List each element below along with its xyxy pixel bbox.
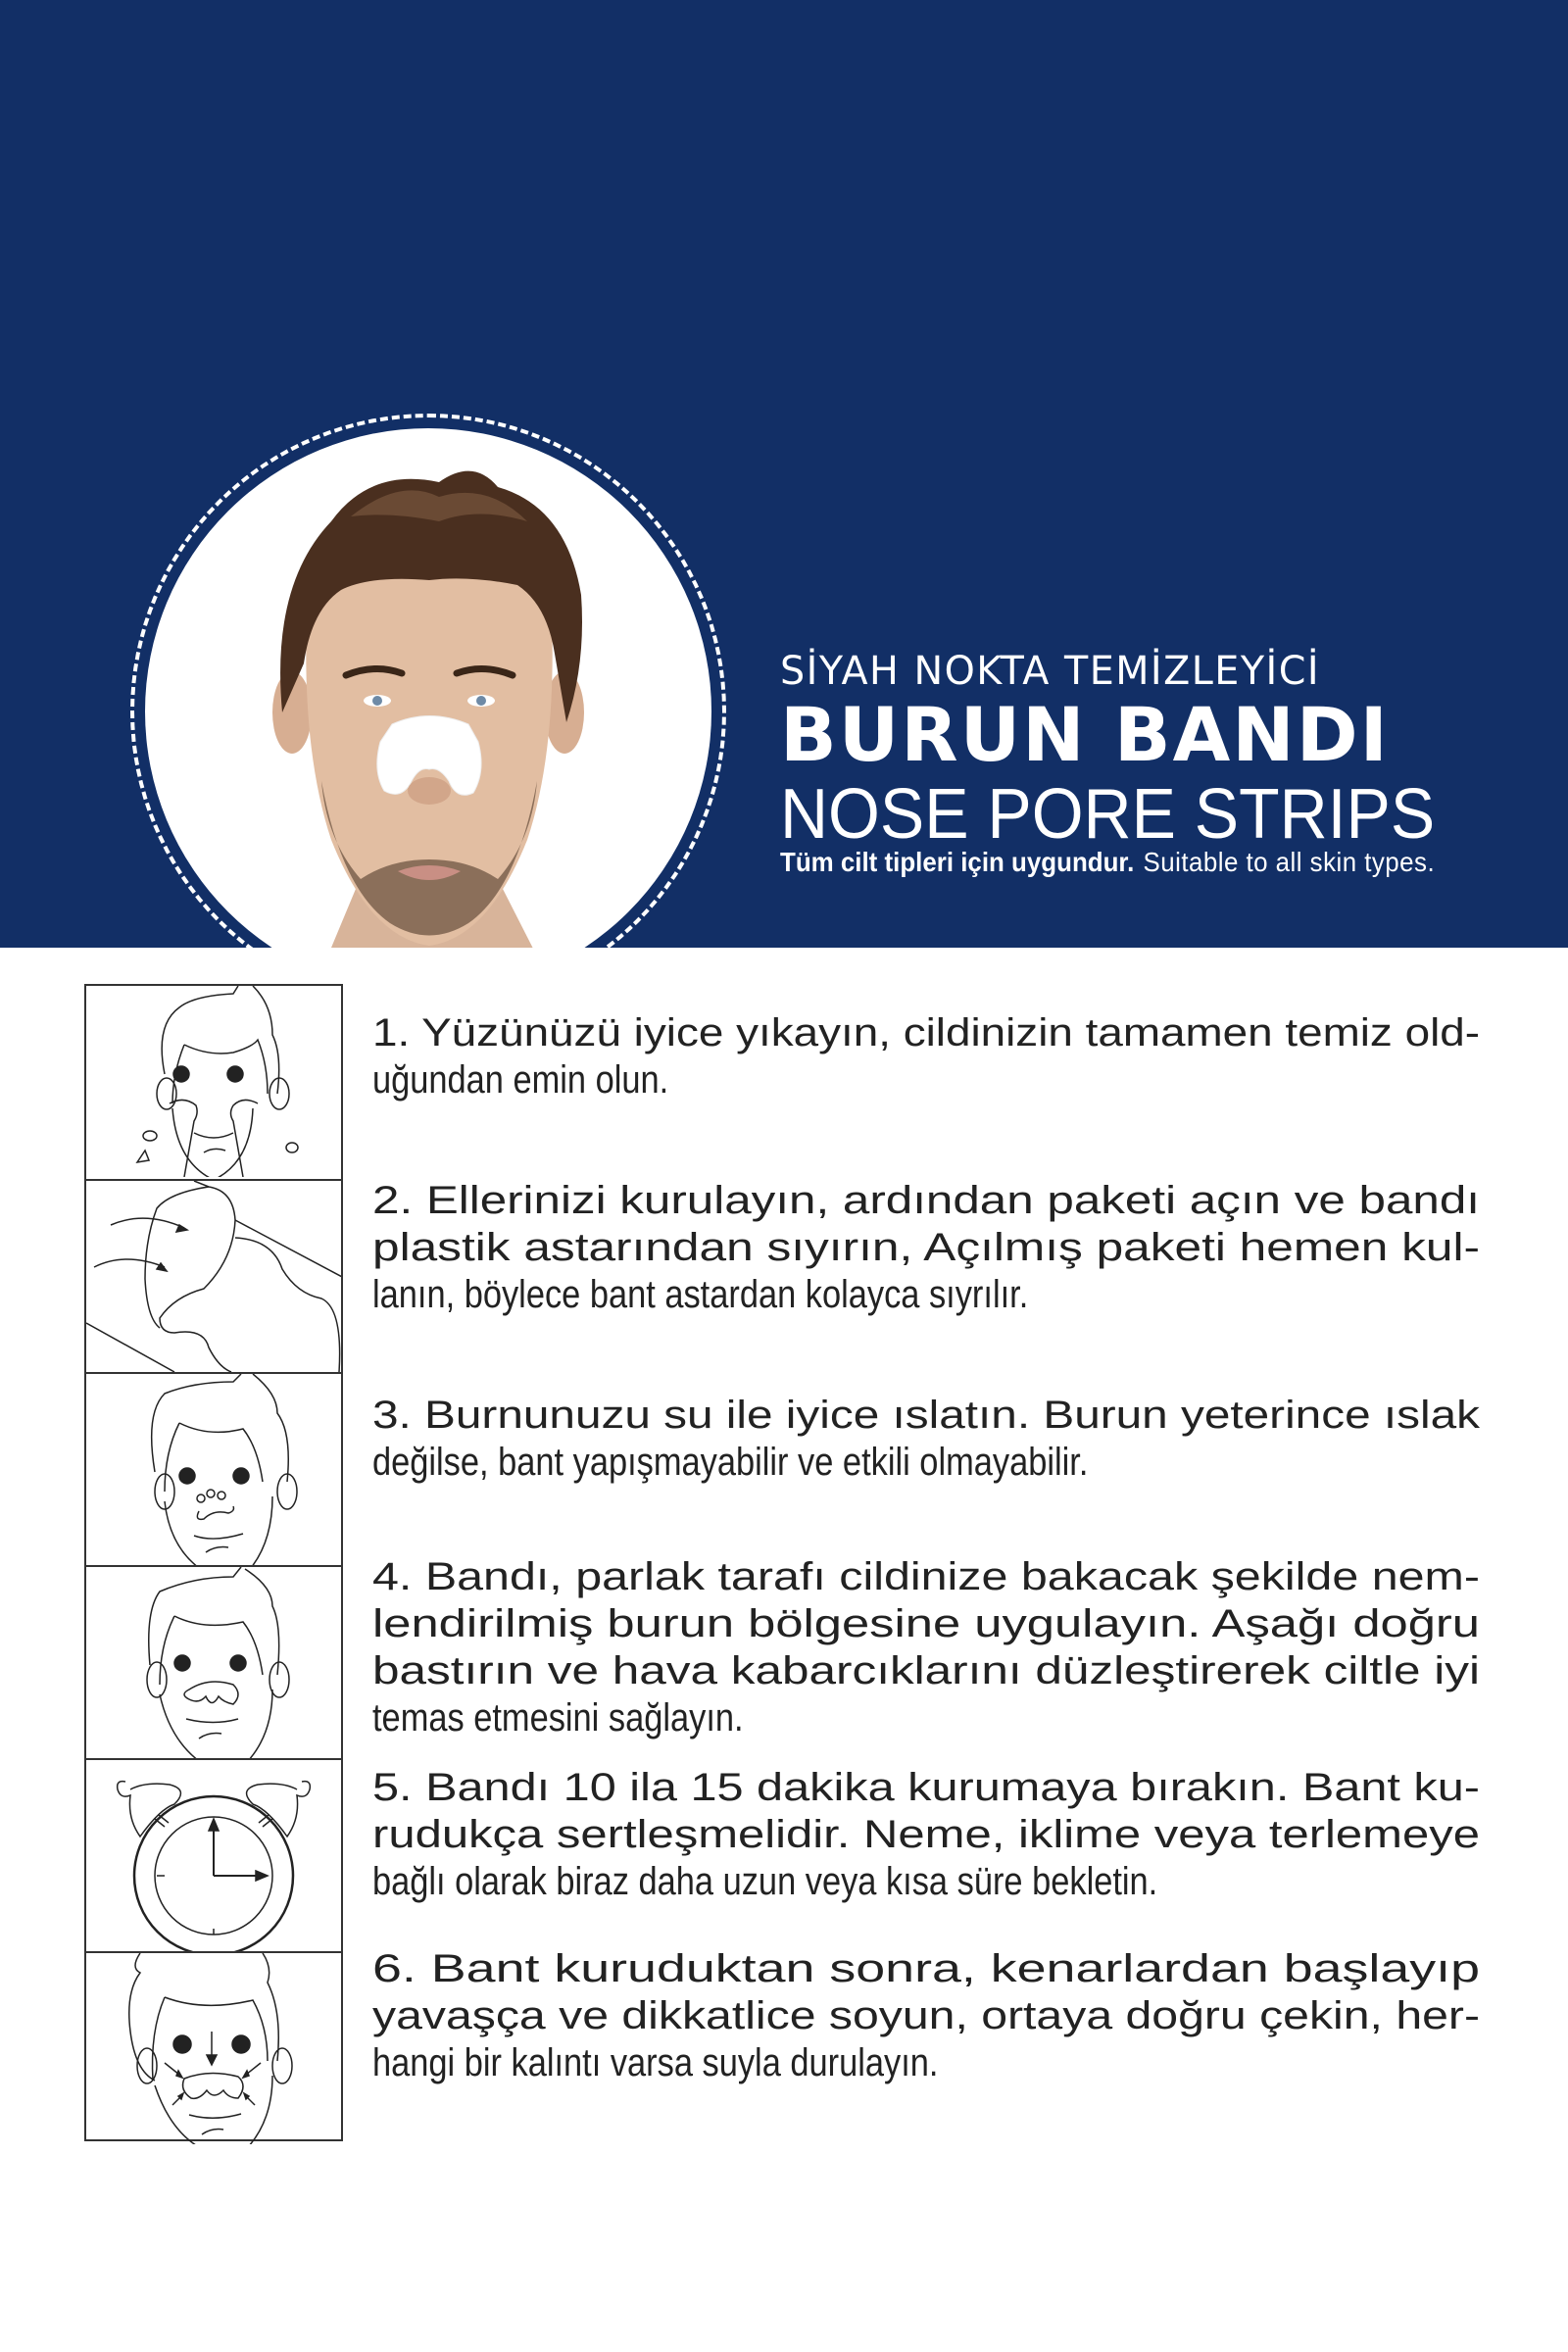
product-subtitle: NOSE PORE STRIPS xyxy=(780,775,1436,854)
product-title: BURUN BANDI xyxy=(780,691,1390,778)
step-5-text xyxy=(372,1764,1480,1905)
step-3-illustration xyxy=(86,1372,341,1565)
line-text: plastik astarından sıyırın, Açılmış paketi hemen kul- xyxy=(372,1226,1480,1269)
step-6-line-1 xyxy=(372,1945,1480,1992)
step-2-text xyxy=(372,1177,1480,1318)
step-1-line-1 xyxy=(372,1009,1480,1056)
line-text: 3. Burnunuzu su ile iyice ıslatın. Burun yeterince ıslak xyxy=(372,1394,1480,1437)
line-text: hangi bir kalıntı varsa suyla durulayın. xyxy=(372,2041,939,2084)
remove-strip-icon xyxy=(86,1953,341,2144)
line-text: bağlı olarak biraz daha uzun veya kısa süre bekletin. xyxy=(372,1860,1158,1903)
line-text: lanın, böylece bant astardan kolayca sıyrılır. xyxy=(372,1273,1029,1316)
step-5-line-2 xyxy=(372,1811,1480,1858)
step-4-line-4 xyxy=(372,1694,1480,1741)
step-2-line-1 xyxy=(372,1177,1480,1224)
step-6-line-2 xyxy=(372,1992,1480,2039)
step-3-line-2 xyxy=(372,1439,1480,1486)
skin-type-note xyxy=(780,847,1435,878)
step-4-illustration xyxy=(86,1565,341,1758)
line-text: 5. Bandı 10 ila 15 dakika kurumaya bırakın. Bant ku- xyxy=(372,1766,1480,1809)
step-1-text xyxy=(372,1009,1480,1103)
line-text: rudukça sertleşmelidir. Neme, iklime veya terlemeye xyxy=(372,1813,1480,1856)
step-4-line-1 xyxy=(372,1553,1480,1600)
man-wearing-nose-strip-photo xyxy=(145,428,711,948)
step-2-line-2 xyxy=(372,1224,1480,1271)
step-3-line-1 xyxy=(372,1392,1480,1439)
skin-type-note-tr: Tüm cilt tipleri için uygundur. xyxy=(780,847,1135,877)
step-5-illustration xyxy=(86,1758,341,1951)
line-text: 1. Yüzünüzü iyice yıkayın, cildinizin tamamen temiz old- xyxy=(372,1011,1480,1054)
line-text: bastırın ve hava kabarcıklarını düzleştirerek ciltle iyi xyxy=(372,1649,1480,1692)
line-text: uğundan emin olun. xyxy=(372,1058,669,1102)
alarm-clock-icon xyxy=(86,1760,341,1951)
step-4-line-3 xyxy=(372,1647,1480,1694)
face-washing-icon xyxy=(86,986,341,1177)
line-text: lendirilmiş burun bölgesine uygulayın. Aşağı doğru xyxy=(372,1602,1480,1645)
header-banner xyxy=(0,0,1568,948)
wet-nose-icon xyxy=(86,1374,341,1565)
line-text: 6. Bant kuruduktan sonra, kenarlardan başlayıp xyxy=(372,1947,1480,1990)
step-5-line-1 xyxy=(372,1764,1480,1811)
step-1-illustration xyxy=(86,986,341,1179)
step-3-text xyxy=(372,1392,1480,1486)
step-5-line-3 xyxy=(372,1858,1480,1905)
step-2-line-3 xyxy=(372,1271,1480,1318)
step-6-text xyxy=(372,1945,1480,2086)
line-text: temas etmesini sağlayın. xyxy=(372,1696,744,1740)
line-text: değilse, bant yapışmayabilir ve etkili olmayabilir. xyxy=(372,1441,1089,1484)
step-1-line-2 xyxy=(372,1056,1480,1103)
apply-strip-icon xyxy=(86,1567,341,1758)
line-text: yavaşça ve dikkatlice soyun, ortaya doğru çekin, her- xyxy=(372,1994,1480,2037)
step-6-illustration xyxy=(86,1951,341,2144)
step-4-line-2 xyxy=(372,1600,1480,1647)
peel-strip-icon xyxy=(86,1181,341,1372)
step-6-line-3 xyxy=(372,2039,1480,2086)
line-text: 2. Ellerinizi kurulayın, ardından paketi açın ve bandı xyxy=(372,1179,1480,1222)
instruction-illustrations xyxy=(84,984,343,2141)
step-2-illustration xyxy=(86,1179,341,1372)
line-text: 4. Bandı, parlak tarafı cildinize bakacak şekilde nem- xyxy=(372,1555,1480,1598)
hero-photo-frame xyxy=(145,428,711,948)
skin-type-note-en: Suitable to all skin types. xyxy=(1143,847,1436,877)
step-4-text xyxy=(372,1553,1480,1741)
kicker-text: SİYAH NOKTA TEMİZLEYİCİ xyxy=(780,649,1321,694)
